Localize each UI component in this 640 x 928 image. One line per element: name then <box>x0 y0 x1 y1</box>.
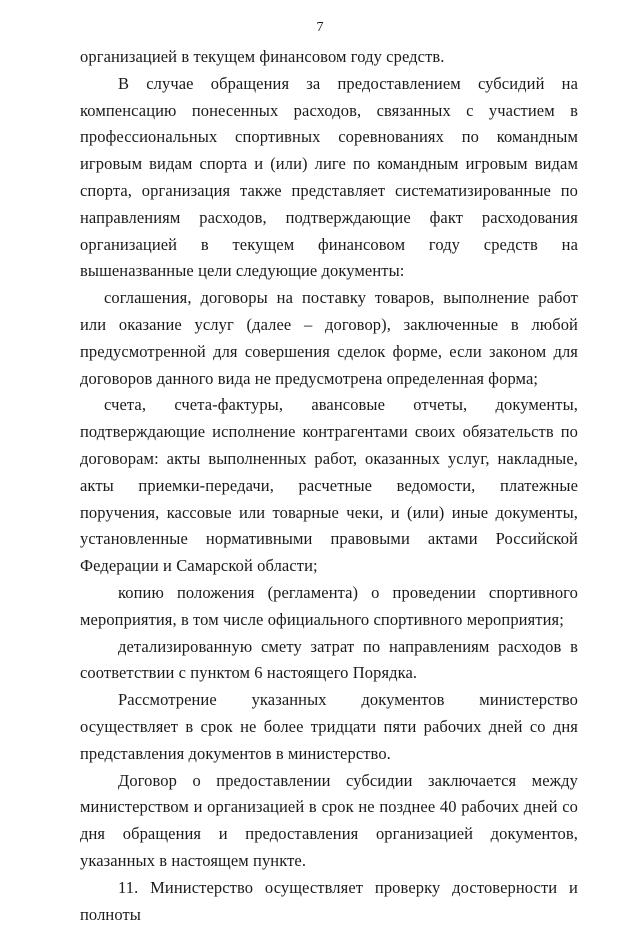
paragraph-regulation-copy: копию положения (регламента) о проведении спортивного мероприятия, в том числе официального спортивного мероприятия; <box>80 582 578 629</box>
paragraph-continuation: организацией в текущем финансовом году средств. <box>80 47 445 66</box>
paragraph-review-period: Рассмотрение указанных документов министерство осуществляет в срок не более тридцати пяти рабочих дней со дня представления документов в министерство. <box>80 690 578 763</box>
paragraph-subsidy-compensation: В случае обращения за предоставлением субсидий на компенсацию понесенных расходов, связанных с участием в профессиональных спортивных соревнованиях по командным игровым видам спорта и (или) лиге по командным игровым видам спорта, организация также представляет систематизированные по направлениям расходов, подтверждающие факт расходования организацией в текущем финансовом году средств на вышеназванные цели следующие документы: <box>80 73 578 281</box>
paragraph-cost-estimate: детализированную смету затрат по направлениям расходов в соответствии с пунктом 6 настоящего Порядка. <box>80 636 578 683</box>
paragraph-contract: Договор о предоставлении субсидии заключается между министерством и организацией в срок не позднее 40 рабочих дней со дня обращения и предоставления организацией документов, указанных в настоящем пункте. <box>80 770 578 870</box>
paragraph-agreements: соглашения, договоры на поставку товаров, выполнение работ или оказание услуг (далее – договор), заключенные в любой предусмотренной для совершения сделок форме, если законом для договоров данного вида не предусмотрена определенная форма; <box>80 288 578 388</box>
paragraph-invoices: счета, счета-фактуры, авансовые отчеты, документы, подтверждающие исполнение контрагентами своих обязательств по договорам: акты выполненных работ, оказанных услуг, накладные, акты приемки-передачи, расчетные ведомости, платежные поручения, кассовые или товарные чеки, и (или) иные документы, установленные нормативными правовыми актами Российской Федерации и Самарской области; <box>80 395 578 576</box>
page-number: 7 <box>316 20 324 35</box>
document-body <box>80 44 578 928</box>
paragraph-section-11: 11. Министерство осуществляет проверку достоверности и полноты <box>80 877 578 924</box>
